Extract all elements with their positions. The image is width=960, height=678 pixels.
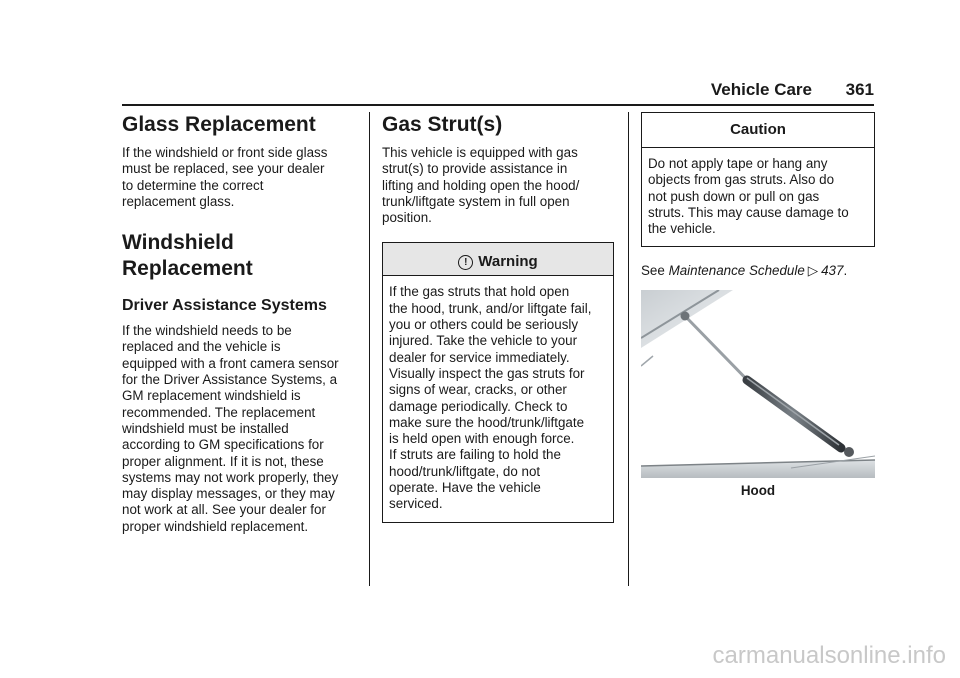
caution-box (641, 112, 875, 247)
gas-struts-text: This vehicle is equipped with gas strut(s) to provide assistance in lifting and holding open the hood/ trunk/liftgate system in full open position. (382, 145, 580, 226)
column-2 (382, 112, 614, 523)
header-rule (122, 104, 874, 106)
heading-gas-struts: Gas Strut(s) (382, 113, 503, 136)
warning-title: Warning (478, 253, 538, 271)
maintenance-schedule-link[interactable]: Maintenance Schedule (668, 263, 805, 279)
column-1 (122, 112, 357, 535)
see-reference: See Maintenance Schedule ▷ 437. (641, 263, 848, 279)
column-divider-1 (369, 112, 370, 586)
page-ref-arrow-icon: ▷ (807, 263, 819, 279)
glass-replacement-text: If the windshield or front side glass must be replaced, see your dealer to determine the correct replacement glass. (122, 145, 328, 209)
column-divider-2 (628, 112, 629, 586)
figure-caption: Hood (740, 482, 776, 498)
heading-windshield-replacement: Windshield Replacement (122, 231, 253, 281)
hood-gas-strut-illustration (641, 290, 875, 478)
warning-icon: ! (458, 255, 473, 270)
caution-header: Caution (642, 113, 874, 148)
page-header (122, 80, 874, 104)
warning-box (382, 242, 614, 522)
page-ref-number[interactable]: 437 (821, 263, 844, 279)
warning-header (383, 243, 613, 276)
caution-body: Do not apply tape or hang any objects from gas struts. Also do not push down or pull on gas struts. This may cause damage to the vehicle. (648, 156, 849, 237)
driver-assistance-text: If the windshield needs to be replaced and the vehicle is equipped with a front camera sensor for the Driver Assistance Systems, a GM replacement windshield is recommended. The replacement windshield must be installed according to GM specifications for proper alignment. If it is not, these systems may not work properly, they may display messages, or they may not work at all. See your dealer for proper windshield replacement. (122, 323, 339, 534)
heading-driver-assistance: Driver Assistance Systems (122, 297, 327, 315)
watermark: carmanualsonline.info (712, 642, 946, 669)
warning-body: If the gas struts that hold open the hood, trunk, and/or liftgate fail, you or others could be seriously injured. Take the vehicle to your dealer for service immediately. Visually inspect the gas struts for signs of wear, cracks, or other damage periodically. Check to make sure the hood/trunk/liftgate is held open with enough force. If struts are failing to hold the hood/trunk/liftgate, do not operate. Have the vehicle serviced. (389, 284, 592, 512)
page-number: 361 (845, 80, 874, 99)
heading-glass-replacement: Glass Replacement (122, 113, 316, 136)
section-title: Vehicle Care (710, 80, 812, 99)
column-3 (641, 112, 875, 498)
